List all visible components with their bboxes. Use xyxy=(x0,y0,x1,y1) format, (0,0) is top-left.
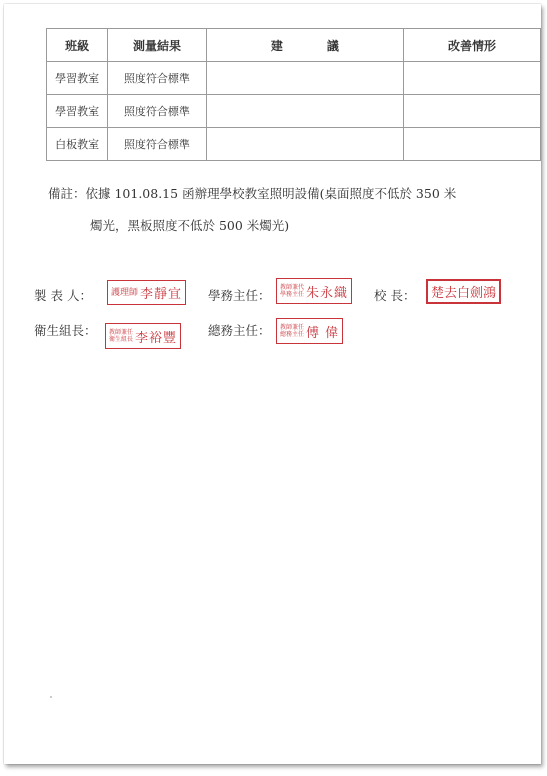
academic-label: 學務主任： xyxy=(208,288,271,303)
academic-stamp xyxy=(276,278,352,304)
table-row xyxy=(47,62,541,95)
academic-stamp-titles xyxy=(280,284,304,298)
preparer-label: 製 表 人： xyxy=(34,288,92,303)
table-header-row xyxy=(47,29,541,62)
header-improvement: 改善情形 xyxy=(404,29,541,62)
cell-result: 照度符合標準 xyxy=(108,62,207,95)
health-stamp-title-1: 教師兼任 xyxy=(109,329,134,336)
preparer-stamp-title: 護理師 xyxy=(111,287,139,298)
document-page xyxy=(4,4,541,764)
cell-improvement xyxy=(404,62,541,95)
table-row xyxy=(47,95,541,128)
lighting-table xyxy=(46,28,541,161)
cell-result: 照度符合標準 xyxy=(108,95,207,128)
principal-label: 校 長： xyxy=(374,288,416,303)
cell-result: 照度符合標準 xyxy=(108,128,207,161)
table-row xyxy=(47,128,541,161)
general-stamp-title-1: 教師兼任 xyxy=(280,324,305,331)
header-class: 班級 xyxy=(47,29,108,62)
cell-improvement xyxy=(404,128,541,161)
general-stamp xyxy=(276,318,343,344)
cell-class: 學習教室 xyxy=(47,62,108,95)
health-stamp xyxy=(105,323,181,349)
general-stamp-name: 傅 偉 xyxy=(306,325,340,341)
health-stamp-title-2: 衛生組長 xyxy=(109,336,134,343)
general-label: 總務主任： xyxy=(208,323,271,338)
health-label: 衛生組長： xyxy=(34,323,97,338)
cell-suggestion xyxy=(206,62,403,95)
cell-class: 白板教室 xyxy=(47,128,108,161)
cell-suggestion xyxy=(206,95,403,128)
principal-stamp xyxy=(426,279,501,304)
health-stamp-titles xyxy=(109,329,133,343)
health-stamp-name: 李裕豐 xyxy=(135,330,178,346)
note-line-2: 燭光，黑板照度不低於 500 米燭光) xyxy=(90,218,290,233)
academic-stamp-name: 朱永織 xyxy=(306,285,349,301)
academic-stamp-title-2: 學務主任 xyxy=(280,291,305,298)
header-suggestion: 建議 xyxy=(206,29,403,62)
note-line-1: 備註：依據 101.08.15 函辦理學校教室照明設備(桌面照度不低於 350 米 xyxy=(48,186,457,201)
scan-speck xyxy=(50,696,52,698)
general-stamp-title-2: 總務主任 xyxy=(280,331,305,338)
preparer-stamp-name: 李靜宜 xyxy=(140,287,183,302)
header-result: 測量結果 xyxy=(108,29,207,62)
cell-class: 學習教室 xyxy=(47,95,108,128)
principal-stamp-name: 楚去白劍鴻 xyxy=(431,286,497,301)
preparer-stamp xyxy=(107,280,186,305)
general-stamp-titles xyxy=(280,324,304,338)
cell-improvement xyxy=(404,95,541,128)
academic-stamp-title-1: 教師兼代 xyxy=(280,284,305,291)
cell-suggestion xyxy=(206,128,403,161)
